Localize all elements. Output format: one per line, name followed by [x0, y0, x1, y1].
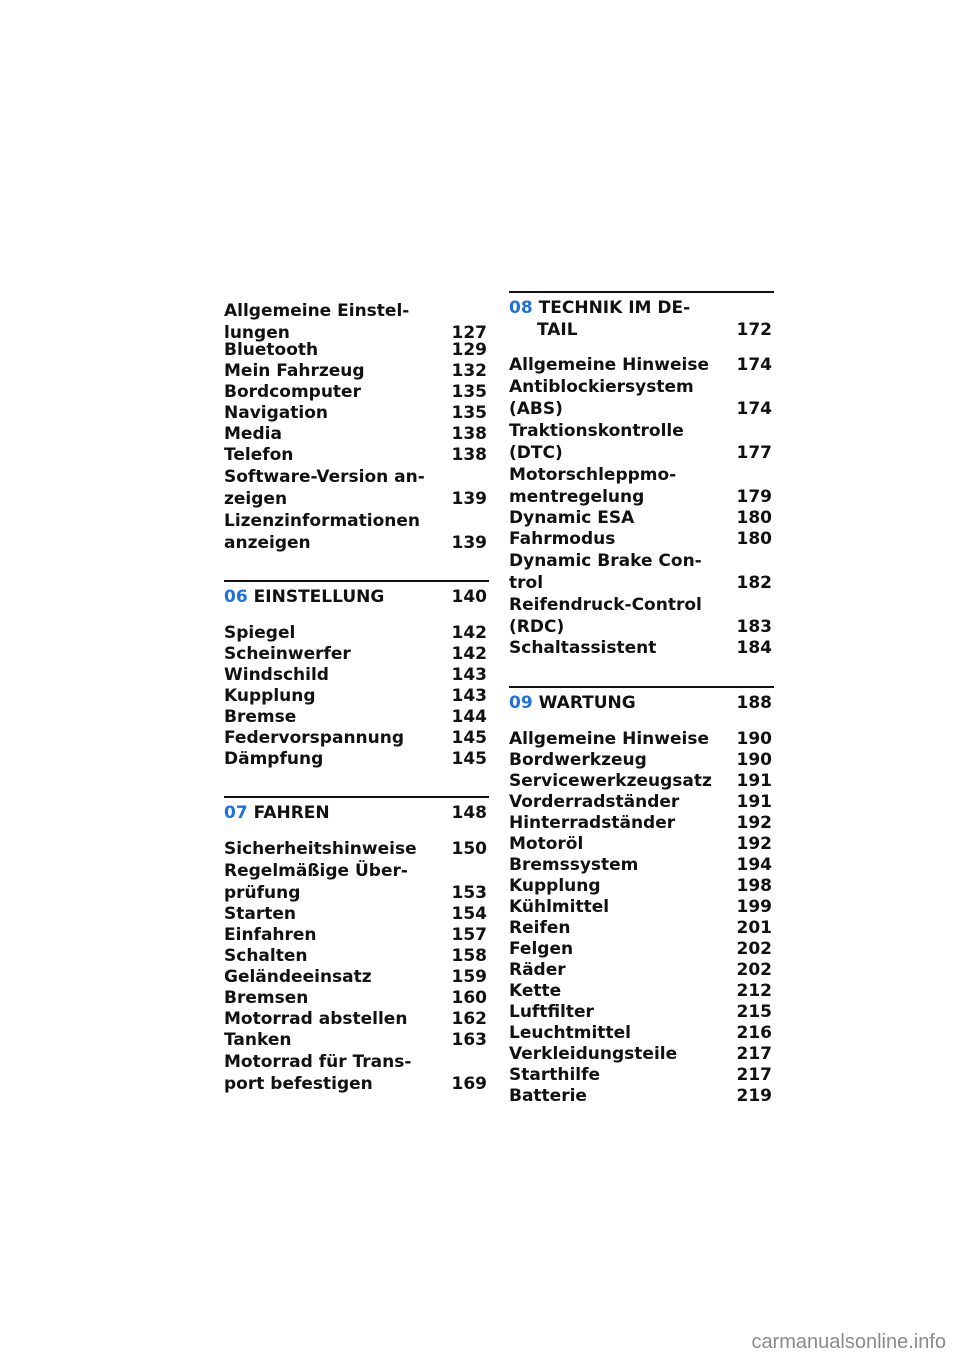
toc-entry-title: Bordcomputer: [224, 382, 361, 402]
toc-entry[interactable]: [509, 1065, 774, 1086]
toc-entry-title: anzeigen: [224, 533, 311, 553]
toc-entry-title: Geländeeinsatz: [224, 967, 372, 987]
toc-entry[interactable]: [509, 464, 774, 508]
toc-entry-title: Batterie: [509, 1086, 587, 1106]
section-number: 06: [224, 587, 248, 607]
toc-entry-page-number: 142: [451, 644, 487, 664]
toc-entry[interactable]: [224, 946, 489, 967]
toc-entry-title: Dynamic Brake Con-: [509, 551, 702, 571]
section-page-number: 172: [736, 320, 772, 340]
toc-entry-title: Starten: [224, 904, 296, 924]
toc-entry-page-number: 215: [736, 1002, 772, 1022]
toc-entry-page-number: 160: [451, 988, 487, 1008]
toc-entry-title: Bremsen: [224, 988, 309, 1008]
toc-entry[interactable]: [224, 728, 489, 749]
toc-entry[interactable]: [509, 550, 774, 594]
toc-entry[interactable]: [224, 904, 489, 925]
toc-entry[interactable]: [509, 729, 774, 750]
toc-entry-title: Hinterradständer: [509, 813, 676, 833]
section-title: EINSTELLUNG: [253, 587, 385, 607]
toc-entry-page-number: 132: [451, 361, 487, 381]
toc-entry-page-number: 158: [451, 946, 487, 966]
toc-entry[interactable]: [224, 424, 489, 445]
toc-entry-title: Bluetooth: [224, 340, 319, 360]
toc-entry-page-number: 150: [451, 839, 487, 859]
toc-entry[interactable]: [224, 686, 489, 707]
toc-entry-page-number: 153: [451, 883, 487, 903]
toc-entry-title: (DTC): [509, 443, 563, 463]
toc-entry-title: Allgemeine Hinweise: [509, 729, 709, 749]
toc-entry-page-number: 191: [736, 771, 772, 791]
toc-entry-title: Kupplung: [224, 686, 316, 706]
toc-entry[interactable]: [224, 988, 489, 1009]
toc-entry[interactable]: [224, 382, 489, 403]
toc-entry[interactable]: [509, 1086, 774, 1107]
toc-entry-page-number: 169: [451, 1074, 487, 1094]
toc-entry-title: mentregelung: [509, 487, 645, 507]
toc-entry-page-number: 199: [736, 897, 772, 917]
section-page-number: 188: [736, 693, 772, 713]
toc-entry-title: Motorrad abstellen: [224, 1009, 408, 1029]
toc-entry-page-number: 192: [736, 834, 772, 854]
toc-entry-page-number: 179: [736, 487, 772, 507]
toc-entry[interactable]: [509, 897, 774, 918]
toc-entry-page-number: 217: [736, 1065, 772, 1085]
toc-entry-page-number: 138: [451, 424, 487, 444]
toc-entry-title: Media: [224, 424, 282, 444]
toc-entry-title: (RDC): [509, 617, 565, 637]
toc-entry[interactable]: [224, 403, 489, 424]
toc-entry[interactable]: [509, 638, 774, 659]
toc-entry-page-number: 182: [736, 573, 772, 593]
toc-entry-title: Vorderradständer: [509, 792, 680, 812]
toc-entry[interactable]: [224, 623, 489, 644]
toc-entry[interactable]: [509, 834, 774, 855]
toc-entry-title: Schaltassistent: [509, 638, 657, 658]
section-page-number: 140: [451, 587, 487, 607]
toc-entry-page-number: 180: [736, 508, 772, 528]
section-heading-06[interactable]: [224, 580, 489, 608]
watermark-footer: carmanualsonline.info: [751, 1331, 946, 1353]
toc-entry[interactable]: [509, 508, 774, 529]
toc-entry[interactable]: [224, 707, 489, 728]
toc-entry-page-number: 127: [451, 323, 487, 343]
toc-entry-page-number: 163: [451, 1030, 487, 1050]
toc-entry[interactable]: [509, 771, 774, 792]
toc-entry-title: Allgemeine Hinweise: [509, 355, 709, 375]
section-number: 07: [224, 803, 248, 823]
toc-entry[interactable]: [224, 967, 489, 988]
toc-entry[interactable]: [509, 1023, 774, 1044]
toc-entry-page-number: 191: [736, 792, 772, 812]
toc-entry[interactable]: [509, 376, 774, 420]
toc-entry[interactable]: [509, 420, 774, 464]
toc-entry[interactable]: [224, 300, 489, 344]
toc-entry-title: Antiblockiersystem: [509, 377, 694, 397]
toc-entry[interactable]: [224, 510, 489, 554]
toc-entry-title: Dämpfung: [224, 749, 324, 769]
toc-entry-title: Kette: [509, 981, 562, 1001]
toc-entry[interactable]: [509, 918, 774, 939]
toc-entry-page-number: 198: [736, 876, 772, 896]
toc-entry[interactable]: [224, 925, 489, 946]
toc-entry-title: Spiegel: [224, 623, 296, 643]
toc-entry-page-number: 138: [451, 445, 487, 465]
toc-entry-title: Kühlmittel: [509, 897, 610, 917]
toc-entry-page-number: 135: [451, 382, 487, 402]
toc-entry-title: Einfahren: [224, 925, 317, 945]
toc-entry-title: Scheinwerfer: [224, 644, 351, 664]
toc-entry-title: Motorschleppmo-: [509, 465, 677, 485]
toc-entry-page-number: 154: [451, 904, 487, 924]
toc-entry[interactable]: [224, 749, 489, 770]
section-title: WARTUNG: [538, 693, 636, 713]
toc-entry-page-number: 194: [736, 855, 772, 875]
toc-entry-title: prüfung: [224, 883, 301, 903]
toc-entry-page-number: 145: [451, 749, 487, 769]
toc-entry-page-number: 192: [736, 813, 772, 833]
toc-entry-page-number: 142: [451, 623, 487, 643]
toc-entry[interactable]: [509, 960, 774, 981]
toc-entry-page-number: 144: [451, 707, 487, 727]
toc-entry[interactable]: [509, 792, 774, 813]
toc-entry-title: Motorrad für Trans-: [224, 1052, 412, 1072]
toc-entry-title: Bremse: [224, 707, 297, 727]
toc-entry-title: Servicewerkzeugsatz: [509, 771, 712, 791]
toc-entry[interactable]: [509, 529, 774, 550]
toc-entry-page-number: 159: [451, 967, 487, 987]
toc-entry[interactable]: [224, 1009, 489, 1030]
section-page-number: 148: [451, 803, 487, 823]
toc-entry[interactable]: [224, 665, 489, 686]
toc-entry-page-number: 157: [451, 925, 487, 945]
toc-entry[interactable]: [224, 340, 489, 361]
toc-entry[interactable]: [509, 355, 774, 376]
toc-entry-title: Fahrmodus: [509, 529, 616, 549]
toc-entry-title: Starthilfe: [509, 1065, 601, 1085]
toc-entry-page-number: 174: [736, 399, 772, 419]
toc-entry-title: Lizenzinformationen: [224, 511, 421, 531]
toc-entry-page-number: 139: [451, 533, 487, 553]
toc-entry-page-number: 219: [736, 1086, 772, 1106]
toc-entry-title: port befestigen: [224, 1074, 373, 1094]
section-heading-07[interactable]: [224, 796, 489, 824]
toc-entry[interactable]: [224, 839, 489, 860]
toc-entry[interactable]: [224, 644, 489, 665]
toc-entry[interactable]: [509, 594, 774, 638]
toc-entry-page-number: 177: [736, 443, 772, 463]
toc-entry-page-number: 202: [736, 960, 772, 980]
toc-entry[interactable]: [509, 1002, 774, 1023]
toc-entry[interactable]: [509, 939, 774, 960]
section-title: TECHNIK IM DE-: [538, 298, 691, 318]
section-heading-09[interactable]: [509, 686, 774, 714]
toc-entry-title: Federvorspannung: [224, 728, 405, 748]
toc-entry[interactable]: [224, 361, 489, 382]
toc-entry-title: lungen: [224, 323, 290, 343]
toc-entry-page-number: 129: [451, 340, 487, 360]
toc-entry-page-number: 174: [736, 355, 772, 375]
section-title: FAHREN: [253, 803, 330, 823]
toc-entry-title: Leuchtmittel: [509, 1023, 631, 1043]
toc-entry-title: Traktionskontrolle: [509, 421, 684, 441]
toc-entry-title: Software-Version an-: [224, 467, 425, 487]
toc-entry[interactable]: [224, 445, 489, 466]
toc-entry-page-number: 145: [451, 728, 487, 748]
toc-entry-title: Räder: [509, 960, 566, 980]
toc-entry-page-number: 180: [736, 529, 772, 549]
toc-entry-title: Schalten: [224, 946, 308, 966]
toc-entry[interactable]: [509, 876, 774, 897]
toc-entry-title: Luftfilter: [509, 1002, 594, 1022]
toc-entry-title: Bordwerkzeug: [509, 750, 647, 770]
toc-entry-page-number: 135: [451, 403, 487, 423]
toc-entry[interactable]: [509, 750, 774, 771]
toc-entry-title: zeigen: [224, 489, 288, 509]
toc-entry-title: Motoröl: [509, 834, 584, 854]
toc-entry-title: Regelmäßige Über-: [224, 861, 408, 881]
section-number: 09: [509, 693, 533, 713]
toc-entry[interactable]: [509, 855, 774, 876]
toc-entry-page-number: 190: [736, 750, 772, 770]
toc-entry-page-number: 143: [451, 665, 487, 685]
section-heading-08[interactable]: [509, 291, 774, 341]
toc-entry-title: Felgen: [509, 939, 574, 959]
section-title-continued: TAIL: [537, 320, 578, 340]
toc-entry[interactable]: [509, 981, 774, 1002]
toc-entry-page-number: 183: [736, 617, 772, 637]
toc-entry-page-number: 201: [736, 918, 772, 938]
toc-entry-title: Sicherheitshinweise: [224, 839, 417, 859]
toc-entry-title: Reifendruck-Control: [509, 595, 702, 615]
toc-entry-page-number: 139: [451, 489, 487, 509]
toc-entry-title: Telefon: [224, 445, 294, 465]
toc-entry-title: trol: [509, 573, 544, 593]
toc-entry-page-number: 190: [736, 729, 772, 749]
toc-entry-title: Mein Fahrzeug: [224, 361, 365, 381]
toc-entry-title: Navigation: [224, 403, 328, 423]
toc-entry-title: Kupplung: [509, 876, 601, 896]
toc-entry-page-number: 162: [451, 1009, 487, 1029]
toc-entry-page-number: 202: [736, 939, 772, 959]
toc-entry-title: Tanken: [224, 1030, 292, 1050]
section-number: 08: [509, 298, 533, 318]
toc-entry-page-number: 212: [736, 981, 772, 1001]
toc-entry[interactable]: [224, 1030, 489, 1051]
toc-entry[interactable]: [224, 466, 489, 510]
toc-entry-title: Reifen: [509, 918, 571, 938]
toc-entry[interactable]: [224, 860, 489, 904]
toc-entry-title: Dynamic ESA: [509, 508, 635, 528]
toc-entry[interactable]: [224, 1051, 489, 1095]
toc-entry-title: (ABS): [509, 399, 563, 419]
toc-entry-title: Verkleidungsteile: [509, 1044, 678, 1064]
toc-entry-title: Bremssystem: [509, 855, 639, 875]
toc-entry-page-number: 184: [736, 638, 772, 658]
toc-entry-page-number: 217: [736, 1044, 772, 1064]
toc-entry-title: Allgemeine Einstel-: [224, 301, 410, 321]
toc-entry[interactable]: [509, 1044, 774, 1065]
toc-entry-page-number: 143: [451, 686, 487, 706]
toc-entry-title: Windschild: [224, 665, 329, 685]
toc-entry-page-number: 216: [736, 1023, 772, 1043]
toc-entry[interactable]: [509, 813, 774, 834]
